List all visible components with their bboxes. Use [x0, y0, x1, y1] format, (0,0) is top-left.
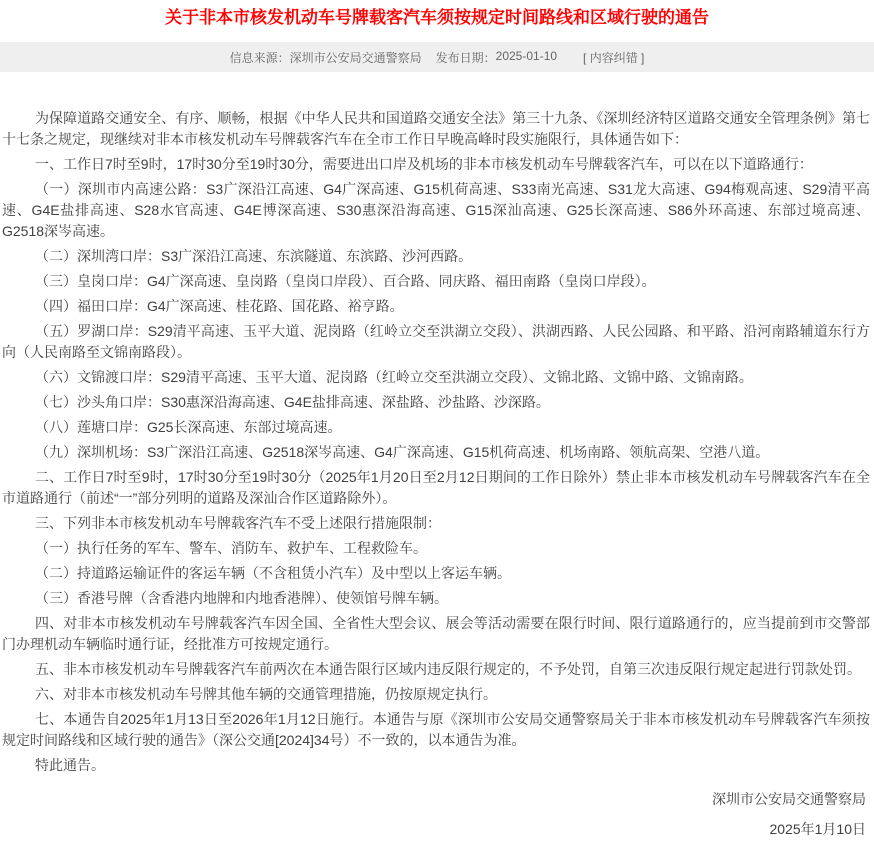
- info-source: [230, 49, 422, 66]
- notice-paragraph-item1-7: （七）沙头角口岸：S30惠深沿海高速、G4E盐排高速、深盐路、沙盐路、沙深路。: [35, 394, 550, 410]
- meta-bar: [0, 42, 874, 72]
- notice-paragraph-section4: 四、对非本市核发机动车号牌载客汽车因全国、全省性大型会议、展会等活动需要在限行时间、限行道路通行的，应当提前到市交警部门办理机动车辆临时通行证，经批准方可按规定通行。: [2, 615, 870, 652]
- signature: 深圳市公安局交通警察局: [712, 791, 866, 807]
- publish-date: [436, 49, 557, 66]
- notice-paragraph-section1: 一、工作日7时至9时，17时30分至19时30分，需要进出口岸及机场的非本市核发机动车号牌载客汽车，可以在以下道路通行：: [35, 156, 813, 172]
- notice-paragraph-section6: 六、对非本市核发机动车号牌其他车辆的交通管理措施，仍按原规定执行。: [35, 686, 497, 702]
- notice-paragraph-item3-2: （二）持道路运输证件的客运车辆（不含租赁小汽车）及中型以上客运车辆。: [35, 565, 511, 581]
- notice-body: [0, 72, 874, 840]
- info-source-label: 信息来源：: [229, 50, 290, 65]
- notice-paragraph-item1-4: （四）福田口岸：G4广深高速、桂花路、国花路、裕亨路。: [35, 298, 404, 314]
- notice-paragraph-item3-1: （一）执行任务的军车、警车、消防车、救护车、工程救险车。: [35, 540, 427, 556]
- notice-paragraph-section2: 二、工作日7时至9时，17时30分至19时30分（2025年1月20日至2月12日期间的工作日除外）禁止非本市核发机动车号牌载客汽车在全市道路通行（前述“一”部分列明的道路及深汕合作区道路除外）。: [2, 469, 870, 506]
- notice-paragraph-item1-6: （六）文锦渡口岸：S29清平高速、玉平大道、泥岗路（红岭立交至洪湖立交段）、文锦北路、文锦中路、文锦南路。: [35, 369, 753, 385]
- notice-paragraph-item1-2: （二）深圳湾口岸：S3广深沿江高速、东滨隧道、东滨路、沙河西路。: [35, 248, 473, 264]
- info-source-value: 深圳市公安局交通警察局: [289, 50, 422, 65]
- page-title: 关于非本市核发机动车号牌载客汽车须按规定时间路线和区域行驶的通告: [165, 8, 709, 27]
- publish-date-value: 2025-01-10: [495, 48, 558, 63]
- notice-paragraph-section7: 七、本通告自2025年1月13日至2026年1月12日施行。本通告与原《深圳市公安局交通警察局关于非本市核发机动车号牌载客汽车须按规定时间路线和区域行驶的通告》（深公交通[2024]34号）不一致的，以本通告为准。: [2, 711, 870, 748]
- sign-date: 2025年1月10日: [769, 821, 866, 837]
- notice-paragraph-item1-8: （八）莲塘口岸：G25长深高速、东部过境高速。: [35, 419, 342, 435]
- notice-paragraph-item1-9: （九）深圳机场：S3广深沿江高速、G2518深岑高速、G4广深高速、G15机荷高速、机场南路、领航高架、空港八道。: [35, 444, 770, 460]
- notice-paragraph-item3-3: （三）香港号牌（含香港内地牌和内地香港牌）、使领馆号牌车辆。: [35, 590, 448, 606]
- notice-paragraph-item1-5: （五）罗湖口岸：S29清平高速、玉平大道、泥岗路（红岭立交至洪湖立交段）、洪湖西路、人民公园路、和平路、沿河南路辅道东行方向（人民南路至文锦南路段）。: [2, 323, 870, 360]
- notice-paragraph-section3: 三、下列非本市核发机动车号牌载客汽车不受上述限行措施限制：: [35, 515, 441, 531]
- notice-paragraph-item1-1: （一）深圳市内高速公路：S3广深沿江高速、G4广深高速、G15机荷高速、S33南光高速、S31龙大高速、G94梅观高速、S29清平高速、G4E盐排高速、S28水官高速、G4E博深高速、S30惠深沿海高速、G15深汕高速、G25长深高速、S86外环高速、东部过境高速、G2518深岑高速。: [2, 181, 870, 239]
- publish-date-label: 发布日期：: [435, 50, 496, 65]
- notice-paragraph-item1-3: （三）皇岗口岸：G4广深高速、皇岗路（皇岗口岸段）、百合路、同庆路、福田南路（皇岗口岸段）。: [35, 273, 656, 289]
- content-correction-link[interactable]: [ 内容纠错 ]: [583, 50, 645, 65]
- notice-paragraph-section5: 五、非本市核发机动车号牌载客汽车前两次在本通告限行区域内违反限行规定的，不予处罚，自第三次违反限行规定起进行罚款处罚。: [35, 661, 861, 677]
- notice-paragraph-intro: 为保障道路交通安全、有序、顺畅，根据《中华人民共和国道路交通安全法》第三十九条、《深圳经济特区道路交通安全管理条例》第七十七条之规定，现继续对非本市核发机动车号牌载客汽车在全市工作日早晚高峰时段实施限行，具体通告如下：: [2, 110, 870, 147]
- notice-paragraph-closing: 特此通告。: [35, 757, 105, 773]
